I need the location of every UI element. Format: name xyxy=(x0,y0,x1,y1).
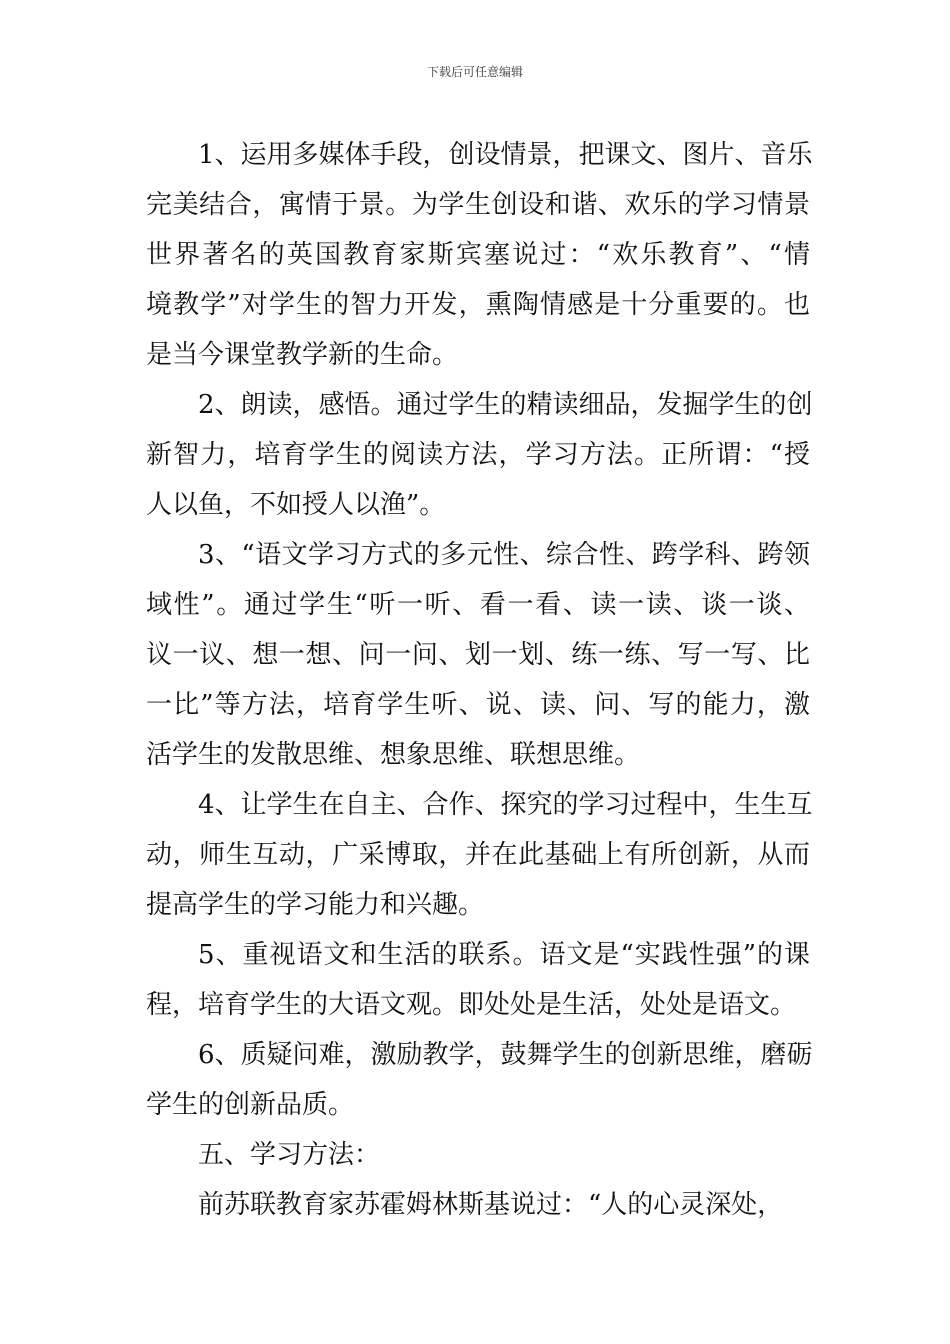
paragraph-line: 动，师生互动，广采博取，并在此基础上有所创新，从而 xyxy=(146,840,810,870)
paragraph-line: 4、让学生在自主、合作、探究的学习过程中，生生互 xyxy=(198,790,813,820)
paragraph-line: 1、运用多媒体手段，创设情景，把课文、图片、音乐 xyxy=(198,140,813,170)
paragraph-line: 是当今课堂教学新的生命。 xyxy=(146,340,459,370)
paragraph-line: 5、重视语文和生活的联系。语文是“实践性强”的课 xyxy=(198,940,810,970)
paragraph-line: 世界著名的英国教育家斯宾塞说过：“欢乐教育”、“情 xyxy=(146,240,810,270)
paragraph-line: 一比”等方法，培育学生听、说、读、问、写的能力，激 xyxy=(146,690,810,720)
paragraph-line: 人以鱼，不如授人以渔”。 xyxy=(146,490,446,520)
section-heading: 五、学习方法： xyxy=(198,1140,381,1170)
paragraph-line: 议一议、想一想、问一问、划一划、练一练、写一写、比 xyxy=(146,640,810,670)
paragraph-line: 3、“语文学习方式的多元性、综合性、跨学科、跨领 xyxy=(198,540,810,570)
paragraph-line: 境教学”对学生的智力开发，熏陶情感是十分重要的。也 xyxy=(146,290,810,320)
paragraph-line: 新智力，培育学生的阅读方法，学习方法。正所谓：“授 xyxy=(146,440,810,470)
paragraph-line: 2、朗读，感悟。通过学生的精读细品，发掘学生的创 xyxy=(198,390,813,420)
paragraph-line: 前苏联教育家苏霍姆林斯基说过：“人的心灵深处， xyxy=(198,1190,784,1220)
paragraph-line: 完美结合，寓情于景。为学生创设和谐、欢乐的学习情景 xyxy=(146,190,810,220)
document-body xyxy=(146,130,813,1230)
paragraph-line: 程，培育学生的大语文观。即处处是生活，处处是语文。 xyxy=(146,990,797,1020)
paragraph-line: 提高学生的学习能力和兴趣。 xyxy=(146,890,485,920)
paragraph-line: 域性”。通过学生“听一听、看一看、读一读、谈一谈、 xyxy=(146,590,810,620)
paragraph-line: 活学生的发散思维、想象思维、联想思维。 xyxy=(146,740,641,770)
paragraph-line: 6、质疑问难，激励教学，鼓舞学生的创新思维，磨砺 xyxy=(198,1040,813,1070)
page-header: 下载后可任意编辑 xyxy=(426,65,523,79)
paragraph-line: 学生的创新品质。 xyxy=(146,1090,355,1120)
